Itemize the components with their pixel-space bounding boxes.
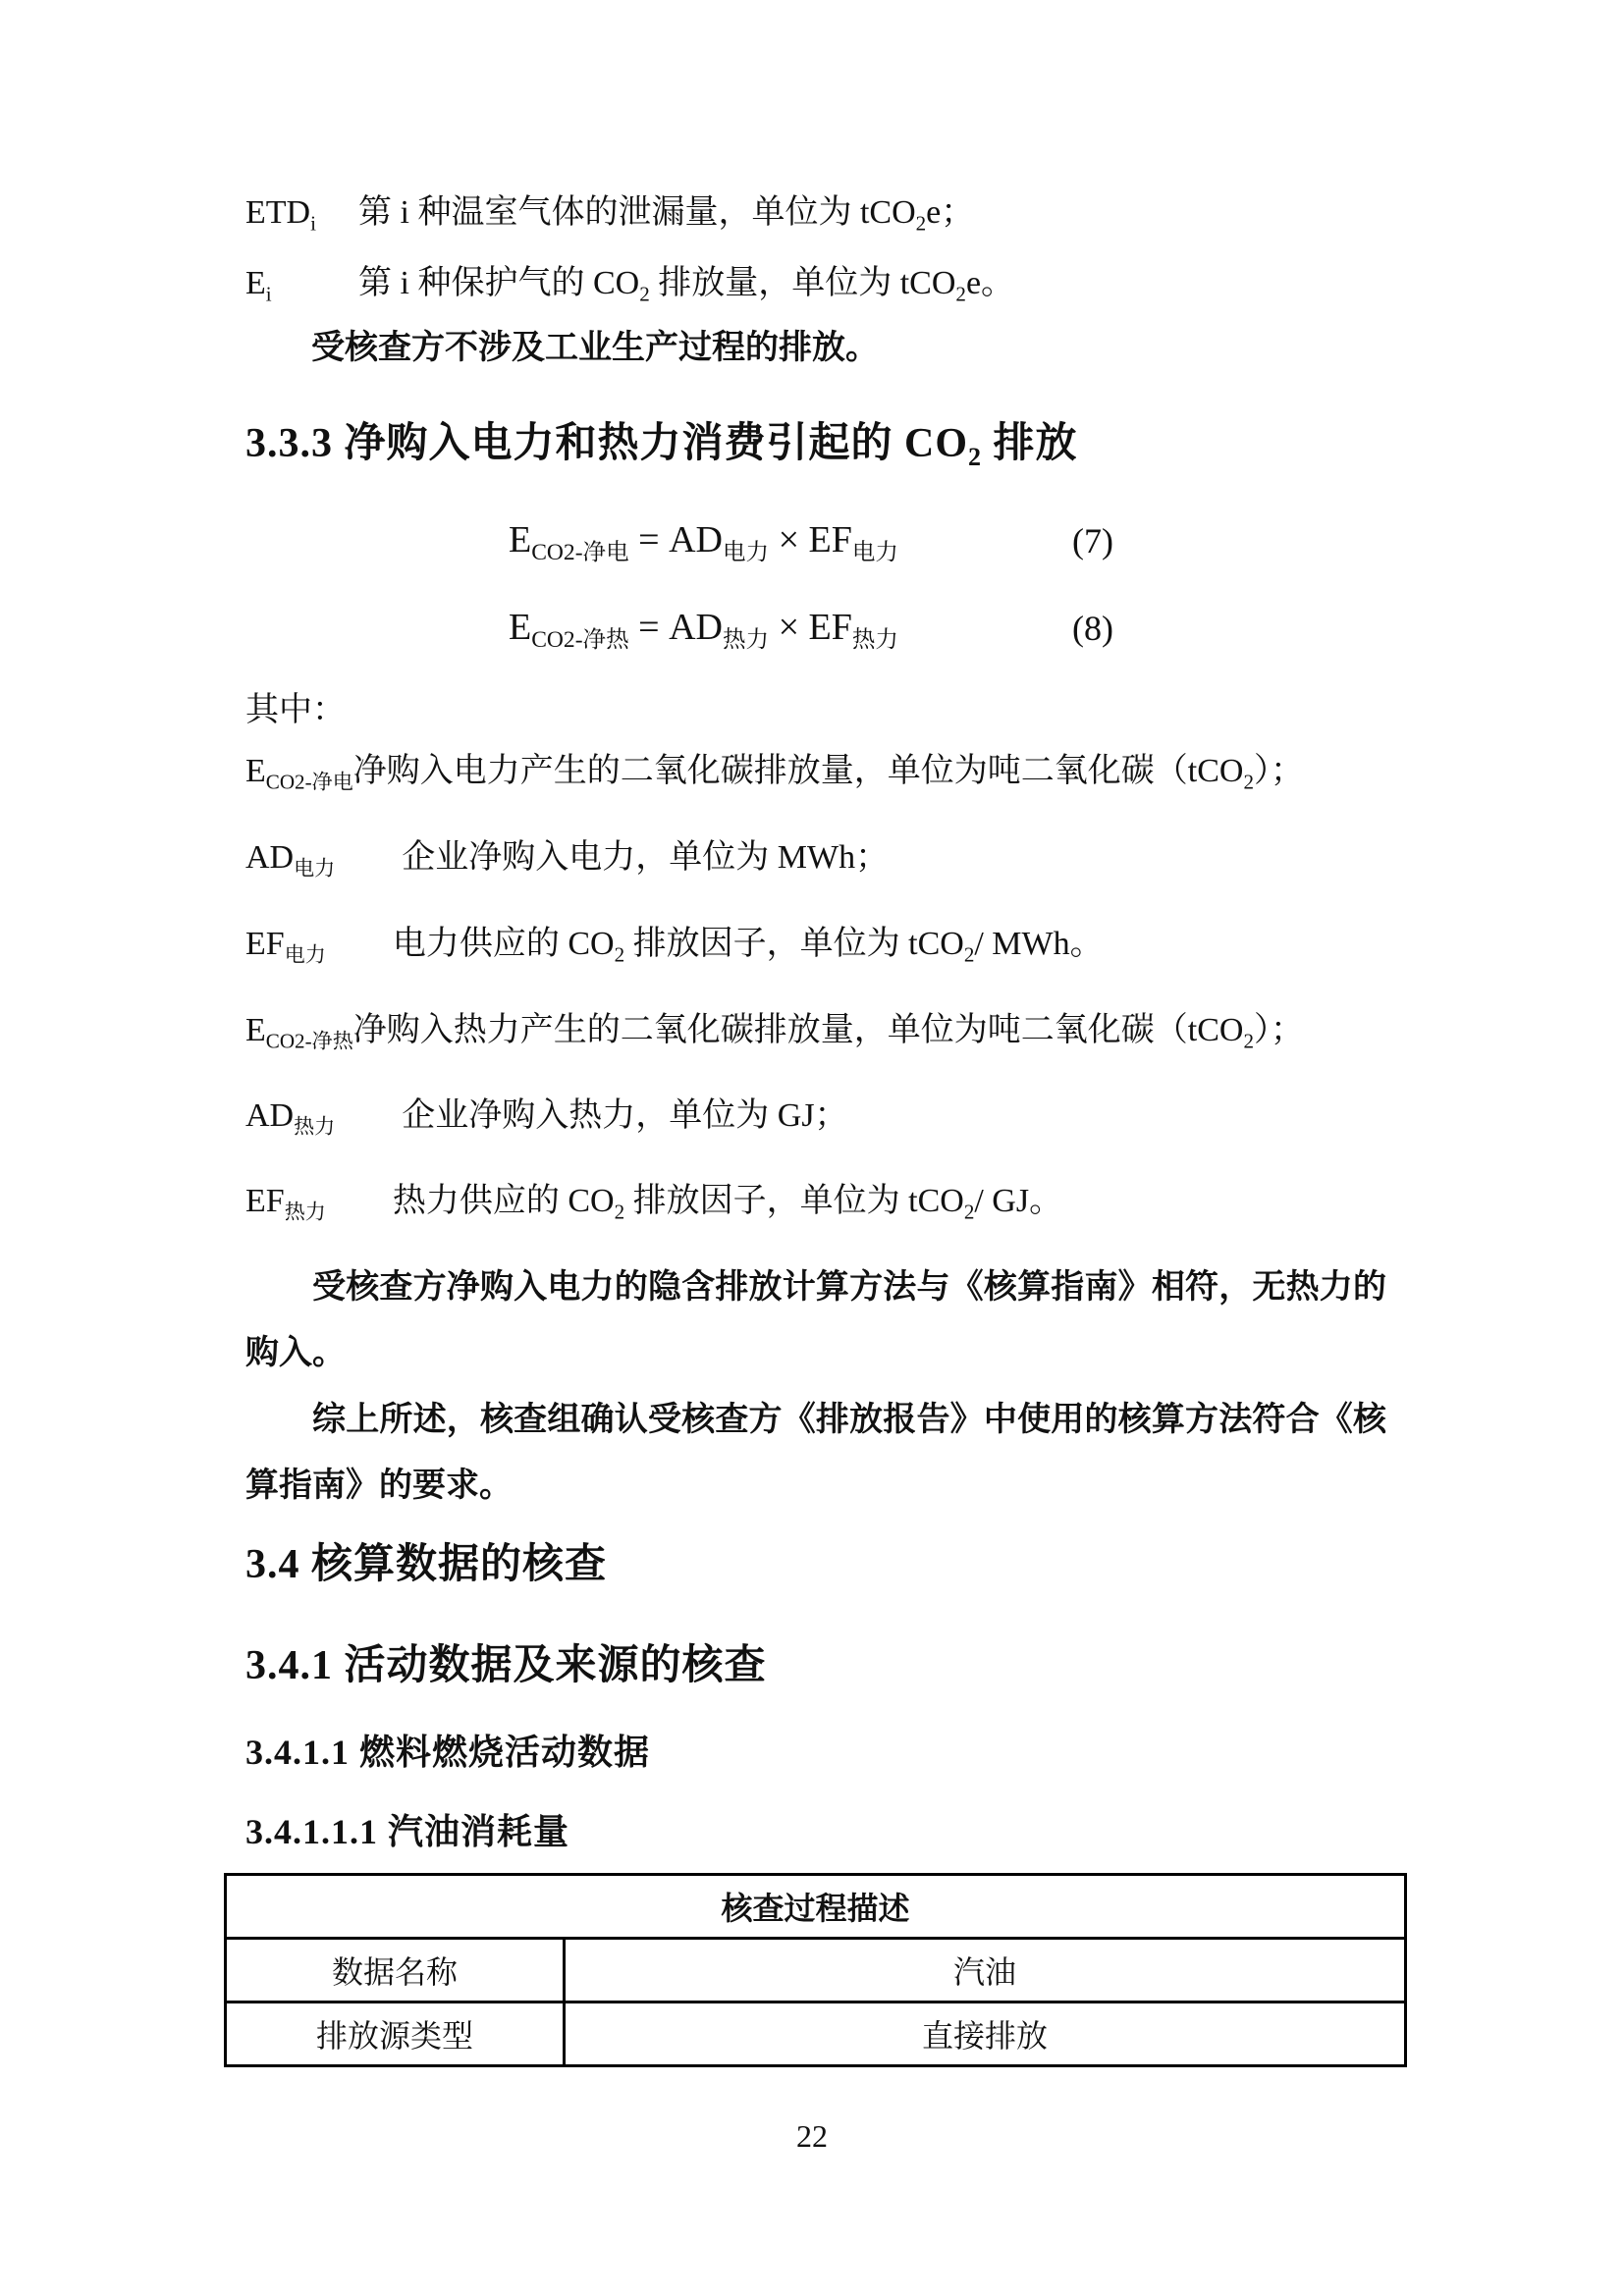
section-heading-3-4-1: 3.4.1 活动数据及来源的核查 <box>245 1643 767 1688</box>
table-title-row <box>226 1875 1406 1939</box>
definition-line-etd <box>245 189 974 237</box>
table-row <box>226 1939 1406 2002</box>
page-number: 22 <box>796 2118 828 2154</box>
table-row <box>226 2002 1406 2066</box>
paragraph-electricity-method: 受核查方净购入电力的隐含排放计算方法与《核算指南》相符，无热力的购入。 <box>245 1269 1386 1371</box>
verification-process-table <box>224 1873 1407 2067</box>
note-no-industrial-process: 受核查方不涉及工业生产过程的排放。 <box>311 330 879 366</box>
table-title: 核查过程描述 <box>226 1875 1406 1939</box>
table-row-label: 数据名称 <box>226 1939 565 2002</box>
paragraph-conclusion: 综上所述，核查组确认受核查方《排放报告》中使用的核算方法符合《核算指南》的要求。 <box>245 1402 1386 1504</box>
section-heading-3-4-1-1: 3.4.1.1 燃料燃烧活动数据 <box>245 1733 651 1772</box>
where-label: 其中： <box>245 692 346 728</box>
table-row-value: 汽油 <box>565 1939 1406 2002</box>
vardef-e-co2-net-electricity: $E_{CO2-净电}$净购入电力产生的二氧化碳排放量，单位为吨二氧化碳（tCO$_2$）； <box>245 753 1305 794</box>
section-heading-3-4: 3.4 核算数据的核查 <box>245 1542 608 1587</box>
formula-8-row <box>245 606 1386 676</box>
verification-table-container <box>224 1873 1407 2067</box>
section-heading-3-4-1-1-1: 3.4.1.1.1 汽油消耗量 <box>245 1812 570 1851</box>
formula-7-number: (7) <box>1072 521 1113 561</box>
formula-8-number: (8) <box>1072 609 1113 648</box>
formula-8-expression: $E_{CO2-净热} = AD_{热力} \times EF_{热力}$ <box>509 607 898 654</box>
formula-7-row <box>245 518 1386 589</box>
vardef-e-co2-net-heat: $E_{CO2-净热}$净购入热力产生的二氧化碳排放量，单位为吨二氧化碳（tCO$_2$）； <box>245 1012 1305 1053</box>
table-row-label: 排放源类型 <box>226 2002 565 2066</box>
definition-text: 第 i 种温室气体的泄漏量，单位为 tCO$_2$e； <box>358 194 975 236</box>
definition-text: 第 i 种保护气的 $CO_2$ 排放量，单位为 tCO$_2$e。 <box>358 265 1015 306</box>
definition-symbol: $ETD_i$ <box>245 194 316 236</box>
vardef-ad-electricity: $AD_{电力}$ 企业净购入电力，单位为 MWh； <box>245 839 890 881</box>
definition-symbol: $E_i$ <box>245 265 272 306</box>
formula-7-expression: $E_{CO2-净电} = AD_{电力} \times EF_{电力}$ <box>509 519 898 566</box>
vardef-ef-heat: $EF_{热力}$ 热力供应的 $CO_2$ 排放因子，单位为 tCO$_2$/ GJ。 <box>245 1183 1063 1224</box>
section-heading-3-3-3: 3.3.3 净购入电力和热力消费引起的 $CO_2$ 排放 <box>245 421 1078 472</box>
definition-line-ei <box>245 260 1014 307</box>
table-row-value: 直接排放 <box>565 2002 1406 2066</box>
vardef-ef-electricity: $EF_{电力}$ 电力供应的 $CO_2$ 排放因子，单位为 tCO$_2$/ MWh。 <box>245 926 1104 967</box>
vardef-ad-heat: $AD_{热力}$ 企业净购入热力，单位为 GJ； <box>245 1097 848 1139</box>
